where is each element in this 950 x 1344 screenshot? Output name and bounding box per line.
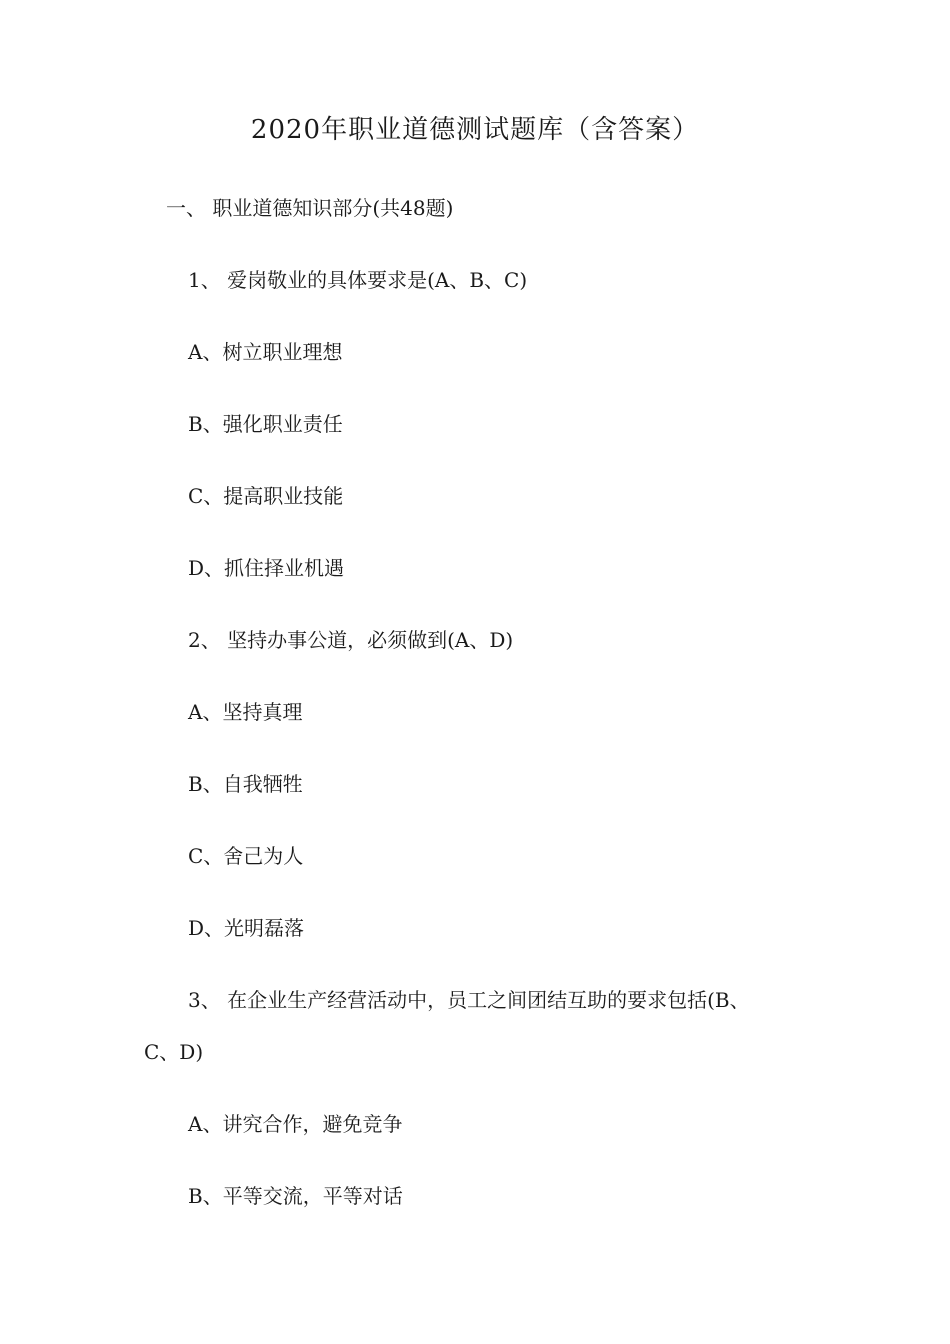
question-3-stem-line-2: C、D) [144,1040,204,1064]
question-2-option-c: C、舍己为人 [188,844,304,868]
question-2-option-d: D、光明磊落 [188,916,305,940]
question-3-option-b: B、平等交流，平等对话 [188,1184,403,1208]
question-2-option-a: A、坚持真理 [188,700,303,724]
question-1-option-c: C、提高职业技能 [188,484,344,508]
section-heading: 一、 职业道德知识部分(共48题) [166,196,454,220]
question-3-stem-line-1: 3、 在企业生产经营活动中，员工之间团结互助的要求包括(B、 [188,988,750,1012]
question-1-option-d: D、抓住择业机遇 [188,556,345,580]
document-title: 2020年职业道德测试题库（含答案） [250,115,700,145]
question-1-option-a: A、树立职业理想 [188,340,343,364]
question-2-option-b: B、自我牺牲 [188,772,303,796]
question-1-stem: 1、 爱岗敬业的具体要求是(A、B、C) [188,268,528,292]
question-1-option-b: B、强化职业责任 [188,412,343,436]
question-2-stem: 2、 坚持办事公道，必须做到(A、D) [188,628,514,652]
question-3-option-a: A、讲究合作，避免竞争 [188,1112,403,1136]
